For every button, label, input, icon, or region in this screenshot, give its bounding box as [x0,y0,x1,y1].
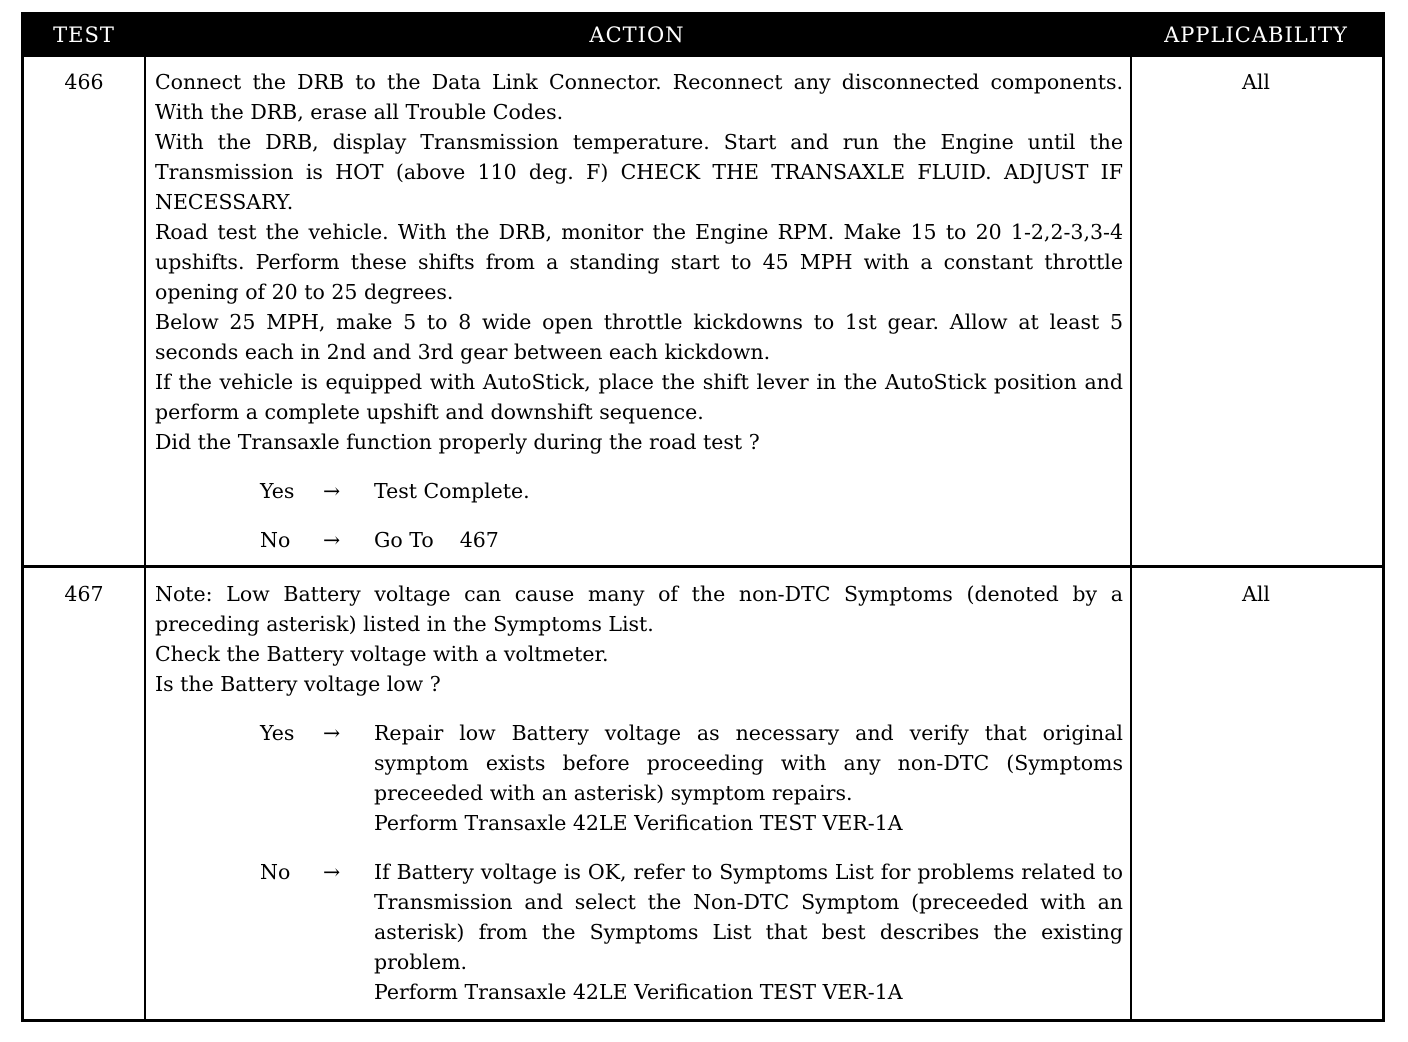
yes-label: Yes [260,721,295,745]
action-paragraph: Check the Battery voltage with a voltmeter. [155,642,609,666]
arrow-icon: → [323,479,341,503]
yes-response [155,718,1123,838]
table-header [24,15,1382,57]
action-cell-467 [155,579,1123,1007]
arrow-icon: → [323,860,341,884]
yes-text: Test Complete. [374,479,530,503]
no-text: If Battery voltage is OK, refer to Symptoms List for problems related to Transmission and select the Non-DTC Symptom (preceeded with an asterisk) from the Symptoms List that best describes the existing problem. [374,860,1123,974]
action-question: Did the Transaxle function properly during the road test ? [155,430,760,454]
header-test: TEST [53,23,115,47]
no-label: No [260,528,291,552]
header-action: ACTION [589,23,685,47]
no-reference: Perform Transaxle 42LE Verification TEST VER-1A [374,980,903,1004]
action-cell-466 [155,67,1123,555]
applicability-466: All [1242,70,1270,94]
column-divider-test [144,57,146,1019]
applicability-467: All [1242,582,1270,606]
yes-label: Yes [260,479,295,503]
action-question: Is the Battery voltage low ? [155,672,441,696]
yes-response [155,476,1123,506]
action-paragraph: With the DRB, display Transmission temperature. Start and run the Engine until the Transmission is HOT (above 110 deg. F) CHECK THE TRANSAXLE FLUID. ADJUST IF NECESSARY. [155,130,1123,214]
yes-text: Repair low Battery voltage as necessary and verify that original symptom exists before proceeding with any non-DTC (Symptoms preceeded with an asterisk) symptom repairs. [374,721,1123,805]
test-number-467: 467 [64,582,104,606]
action-paragraph: Note: Low Battery voltage can cause many of the non-DTC Symptoms (denoted by a preceding asterisk) listed in the Symptoms List. [155,582,1123,636]
action-paragraph: Road test the vehicle. With the DRB, monitor the Engine RPM. Make 15 to 20 1-2,2-3,3-4 upshifts. Perform these shifts from a standing start to 45 MPH with a constant throttle opening of 20 to 25 degrees. [155,220,1123,304]
header-applicability: APPLICABILITY [1164,23,1348,47]
action-paragraph: Below 25 MPH, make 5 to 8 wide open throttle kickdowns to 1st gear. Allow at least 5 seconds each in 2nd and 3rd gear between each kickdown. [155,310,1123,364]
no-response [155,857,1123,1007]
yes-reference: Perform Transaxle 42LE Verification TEST VER-1A [374,811,903,835]
goto-link[interactable]: Go To 467 [374,528,499,552]
no-response [155,525,1123,555]
column-divider-action [1130,57,1132,1019]
test-number-466: 466 [64,70,104,94]
arrow-icon: → [323,721,341,745]
diagnostic-table [21,12,1385,1022]
arrow-icon: → [323,528,341,552]
no-label: No [260,860,291,884]
action-paragraph: Connect the DRB to the Data Link Connector. Reconnect any disconnected components. With the DRB, erase all Trouble Codes. [155,70,1123,124]
row-divider [24,565,1382,568]
action-paragraph: If the vehicle is equipped with AutoStick, place the shift lever in the AutoStick position and perform a complete upshift and downshift sequence. [155,370,1123,424]
